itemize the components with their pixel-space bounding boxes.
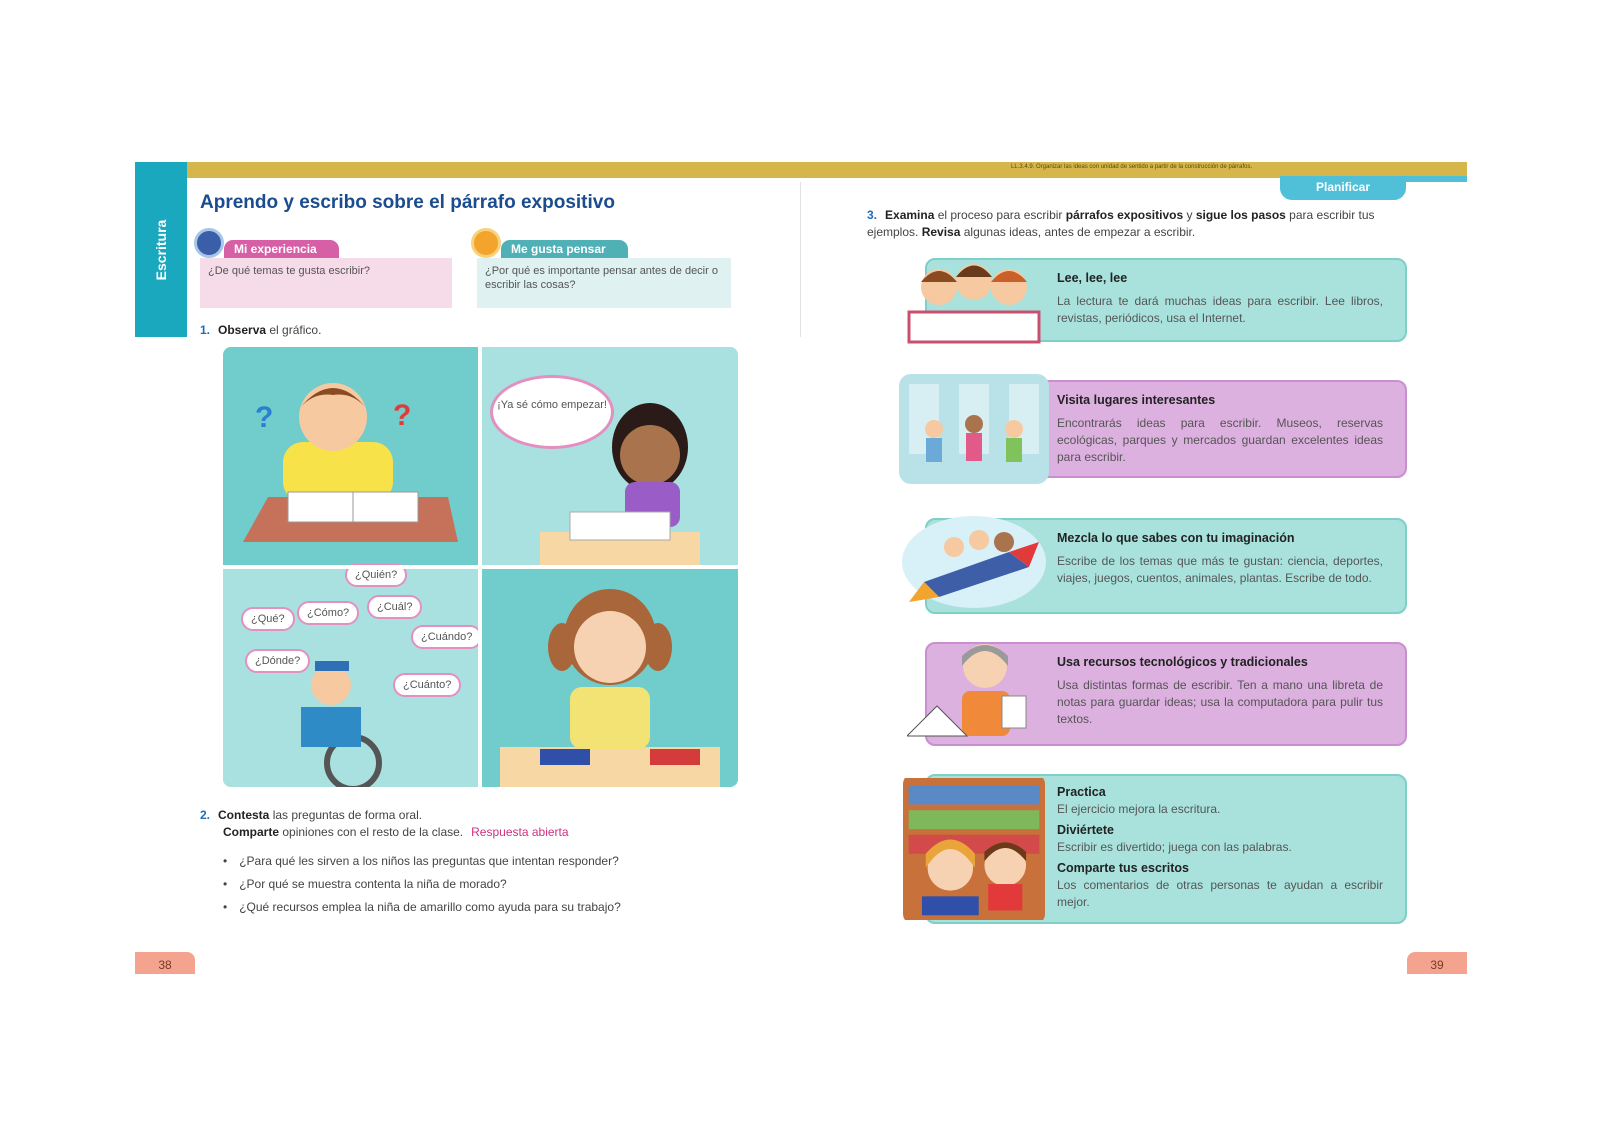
- card-text: El ejercicio mejora la escritura.: [1057, 802, 1221, 816]
- panel-happy-girl: [480, 347, 738, 567]
- card-read: [925, 258, 1407, 342]
- step-3-part: Revisa: [921, 225, 961, 239]
- page-title: Aprendo y escribo sobre el párrafo expositivo: [200, 192, 615, 213]
- box-think-label: Me gusta pensar: [501, 240, 628, 258]
- svg-text:?: ?: [393, 399, 412, 432]
- confused-boy-illustration: [223, 347, 481, 567]
- step-2-number: 2.: [200, 808, 211, 822]
- step-3-number: 3.: [867, 208, 878, 222]
- grid-divider-horizontal: [223, 565, 738, 569]
- bubble-quien: ¿Quién?: [345, 563, 407, 587]
- page-number-right: 39: [1407, 952, 1467, 974]
- card-title: Mezcla lo que sabes con tu imaginación: [1057, 531, 1295, 545]
- question-item: • ¿Qué recursos emplea la niña de amarillo como ayuda para su trabajo?: [223, 896, 621, 919]
- step-2-text-2: opiniones con el resto de la clase.: [279, 825, 464, 839]
- step-1-number: 1.: [200, 323, 211, 337]
- step-2: [200, 807, 740, 841]
- card-text: Los comentarios de otras personas te ayudan a escribir mejor.: [1057, 878, 1383, 909]
- bubble-como: ¿Cómo?: [297, 601, 359, 625]
- kids-reading-illustration: [899, 252, 1049, 348]
- panel-girl-yellow: [480, 567, 738, 787]
- illustration-grid: [223, 347, 738, 787]
- bubble-donde: ¿Dónde?: [245, 649, 310, 673]
- card-title: Lee, lee, lee: [1057, 271, 1128, 285]
- open-answer-note: Respuesta abierta: [471, 825, 569, 839]
- step-2-verb-2: Comparte: [223, 825, 280, 839]
- step-3-part: algunas ideas, antes de empezar a escribir.: [960, 225, 1196, 239]
- svg-text:?: ?: [255, 401, 274, 434]
- step-1-text: el gráfico.: [266, 323, 322, 337]
- step-2-text-1: las preguntas de forma oral.: [269, 808, 423, 822]
- box-think-text: ¿Por qué es importante pensar antes de decir o escribir las cosas?: [477, 258, 731, 308]
- page-number-left: 38: [135, 952, 195, 974]
- brain-icon: [194, 228, 224, 258]
- box-think: [477, 242, 731, 308]
- step-3: [867, 207, 1407, 241]
- card-title: Visita lugares interesantes: [1057, 393, 1216, 407]
- box-experience-label: Mi experiencia: [224, 240, 339, 258]
- card-text: Escribe de los temas que más te gustan: ciencia, deportes, viajes, juegos, cuentos, animales, plantas. Escribe de todo.: [1057, 554, 1383, 585]
- card-text: Encontrarás ideas para escribir. Museos, reservas ecológicas, parques y mercados guardan excelentes ideas para escribir.: [1057, 416, 1383, 464]
- card-practice: [925, 774, 1407, 924]
- thought-cloud: ¡Ya sé cómo empezar!: [490, 375, 614, 449]
- bubble-que: ¿Qué?: [241, 607, 295, 631]
- card-text: La lectura te dará muchas ideas para escribir. Lee libros, revistas, periódicos, usa el Internet.: [1057, 294, 1383, 325]
- step-2-verb-1: Contesta: [218, 808, 270, 822]
- step-3-part: y: [1183, 208, 1196, 222]
- kids-library-illustration: [903, 774, 1045, 924]
- question-item: • ¿Por qué se muestra contenta la niña de morado?: [223, 873, 621, 896]
- section-tab-label: Escritura: [153, 219, 169, 280]
- bubble-cuando: ¿Cuándo?: [411, 625, 482, 649]
- question-item: • ¿Para qué les sirven a los niños las preguntas que intentan responder?: [223, 850, 621, 873]
- girl-laptop-illustration: [907, 636, 1057, 746]
- card-text: Usa distintas formas de escribir. Ten a mano una libreta de notas para guardar ideas; usa la computadora para pulir tus textos.: [1057, 678, 1383, 726]
- card-title: Comparte tus escritos: [1057, 861, 1189, 875]
- lightbulb-icon: [471, 228, 501, 258]
- bubble-cual: ¿Cuál?: [367, 595, 422, 619]
- card-title: Practica: [1057, 785, 1106, 799]
- box-experience-text: ¿De qué temas te gusta escribir?: [200, 258, 452, 308]
- question-list: [223, 850, 621, 919]
- book-spread: [135, 162, 1467, 972]
- step-1-verb: Observa: [218, 323, 267, 337]
- card-text: Escribir es divertido; juega con las palabras.: [1057, 840, 1292, 854]
- standard-code: LL.3.4.9. Organizar las ideas con unidad de sentido a partir de la construcción de párrafos.: [1011, 164, 1253, 170]
- card-resources: [925, 642, 1407, 746]
- box-experience: [200, 242, 452, 308]
- section-tab: [135, 162, 187, 337]
- card-imagination: [925, 518, 1407, 614]
- girl-yellow-illustration: [480, 567, 738, 787]
- planificar-tag: Planificar: [1280, 176, 1406, 200]
- step-1: [200, 322, 321, 339]
- step-3-part: párrafos expositivos: [1065, 208, 1184, 222]
- step-3-part: para escribir tus ejemplos.: [867, 208, 1375, 239]
- panel-boy-wheelchair: [223, 567, 481, 787]
- card-title: Diviértete: [1057, 823, 1114, 837]
- happy-girl-illustration: [480, 347, 738, 567]
- panel-confused-boy: [223, 347, 481, 567]
- step-3-part: el proceso para escribir: [934, 208, 1066, 222]
- kids-museum-illustration: [899, 374, 1049, 484]
- boy-wheelchair-illustration: [223, 567, 481, 787]
- card-visit: [925, 380, 1407, 478]
- card-title: Usa recursos tecnológicos y tradicionales: [1057, 655, 1308, 669]
- bubble-cuanto: ¿Cuánto?: [393, 673, 461, 697]
- top-bar-left: [187, 162, 1005, 178]
- kids-rocket-illustration: [899, 512, 1049, 612]
- step-3-part: Examina: [885, 208, 935, 222]
- step-3-part: sigue los pasos: [1195, 208, 1286, 222]
- column-divider: [800, 182, 801, 337]
